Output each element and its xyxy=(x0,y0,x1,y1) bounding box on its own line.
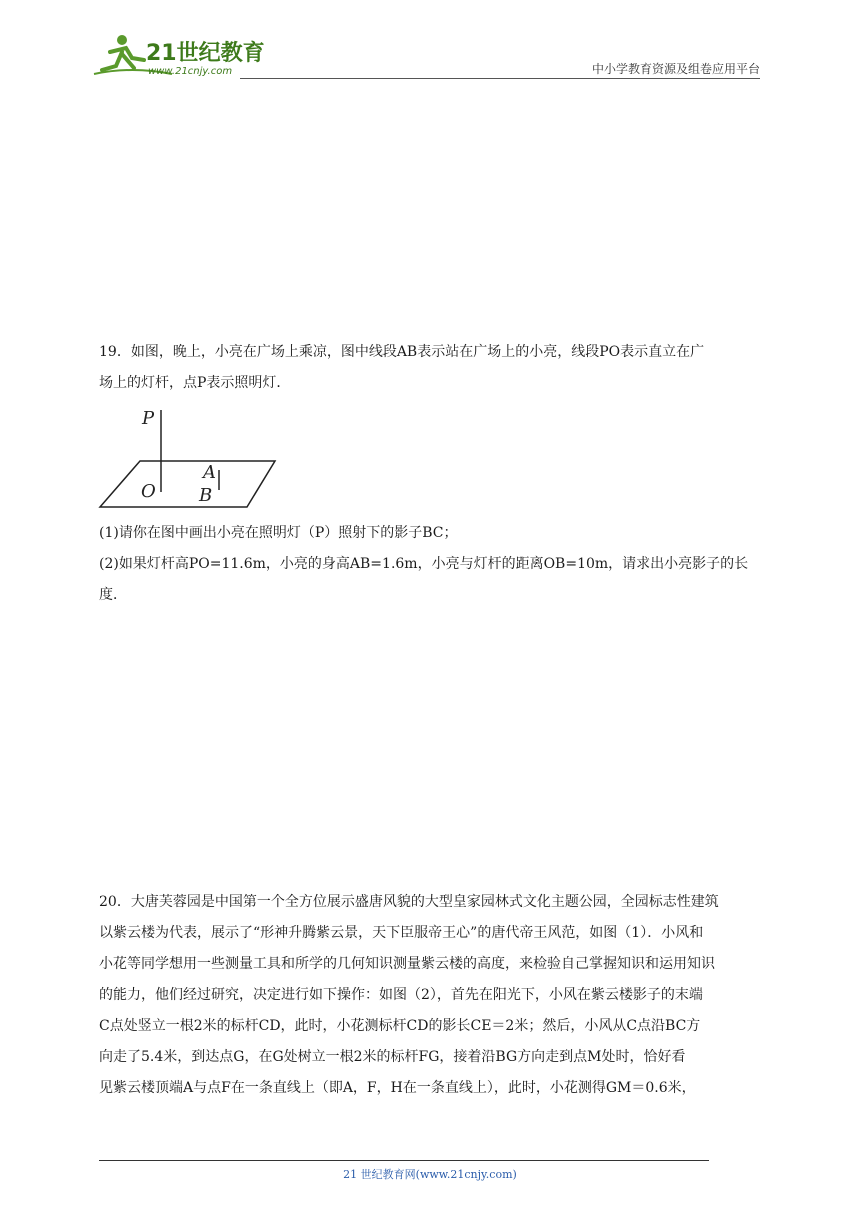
q20-line: 见紫云楼顶端A与点F在一条直线上（即A，F，H在一条直线上），此时，小花测得GM＝0.6米， xyxy=(99,1080,696,1096)
logo-url: www.21cnjy.com xyxy=(148,66,233,77)
header-divider xyxy=(240,78,760,79)
q20-line: 向走了5.4米，到达点G，在G处树立一根2米的标杆FG，接着沿BG方向走到点M处时，恰好看 xyxy=(99,1049,686,1065)
logo-text: 21世纪教育 xyxy=(146,41,265,66)
q20-line: 小花等同学想用一些测量工具和所学的几何知识测量紫云楼的高度，来检验自己掌握知识和运用知识 xyxy=(99,956,715,972)
q20-line: 20．大唐芙蓉园是中国第一个全方位展示盛唐风貌的大型皇家园林式文化主题公园，全园标志性建筑 xyxy=(99,894,719,910)
platform-name: 中小学教育资源及组卷应用平台 xyxy=(591,62,760,76)
footer-divider xyxy=(99,1160,709,1161)
label-O: O xyxy=(141,481,156,502)
q19-part2-line1: (2)如果灯杆高PO=11.6m，小亮的身高AB=1.6m，小亮与灯杆的距离OB=10m，请求出小亮影子的长 xyxy=(99,556,749,572)
label-A: A xyxy=(203,462,216,483)
q19-line2: 场上的灯杆，点P表示照明灯． xyxy=(99,375,291,391)
page-header xyxy=(92,30,760,82)
logo-21cnjy xyxy=(92,30,282,80)
label-P: P xyxy=(142,408,155,429)
label-B: B xyxy=(199,485,213,506)
q19-part1: (1)请你在图中画出小亮在照明灯（P）照射下的影子BC； xyxy=(99,525,458,541)
q20-line: C点处竖立一根2米的标杆CD，此时，小花测标杆CD的影长CE＝2米；然后，小风从C点沿BC方 xyxy=(99,1018,701,1034)
ground-plane xyxy=(100,461,275,507)
q19-figure xyxy=(95,400,285,510)
q19-part2-line2: 度． xyxy=(99,587,127,603)
question-19-parts xyxy=(99,518,763,611)
question-20 xyxy=(99,887,763,1104)
q20-line: 的能力，他们经过研究，决定进行如下操作：如图（2），首先在阳光下，小风在紫云楼影子的末端 xyxy=(99,987,703,1003)
q19-line1: 19．如图，晚上，小亮在广场上乘凉，图中线段AB表示站在广场上的小亮，线段PO表示直立在广 xyxy=(99,344,705,360)
footer-text: 21 世纪教育网(www.21cnjy.com) xyxy=(343,1168,517,1181)
q20-line: 以紫云楼为代表，展示了“形神升腾紫云景，天下臣服帝王心”的唐代帝王风范，如图（1）．小风和 xyxy=(99,925,704,941)
question-19 xyxy=(99,337,763,399)
